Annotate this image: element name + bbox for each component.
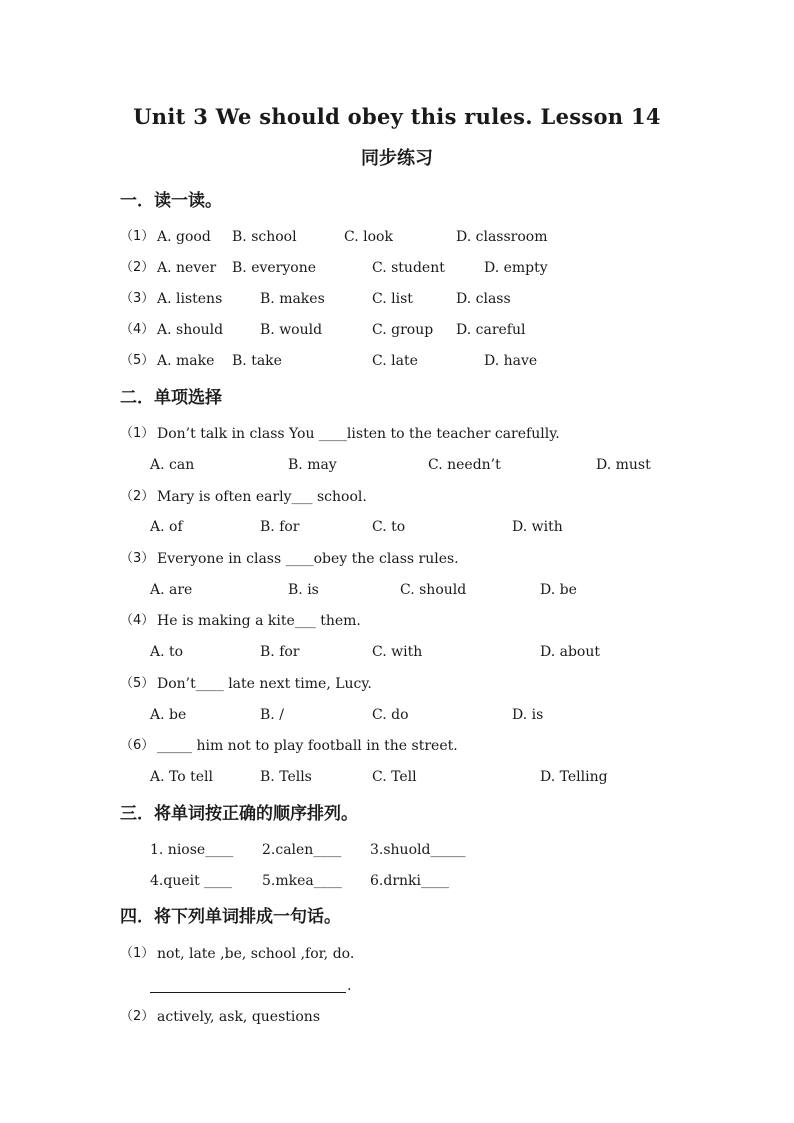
question-text: Don’t____ late next time, Lucy. <box>157 676 372 692</box>
section-1-item <box>0 350 794 372</box>
page-title: Unit 3 We should obey this rules. Lesson 14 <box>133 104 661 129</box>
scrambled-word: 5.mkea____ <box>262 873 342 889</box>
question-number: （1） <box>120 946 155 961</box>
question-text: Don’t talk in class You ____listen to the teacher carefully. <box>157 426 560 442</box>
option-a: A. of <box>150 519 183 535</box>
question-options <box>0 516 794 538</box>
option-d: D. be <box>540 582 577 598</box>
option-a: A. good <box>157 229 211 245</box>
section-1-item <box>0 226 794 248</box>
option-b: B. for <box>260 519 300 535</box>
scrambled-word: 4.queit ____ <box>150 873 233 889</box>
option-a: A. should <box>157 322 224 338</box>
question-options <box>0 454 794 476</box>
section-3-heading: 三．将单词按正确的顺序排列。 <box>120 804 358 824</box>
option-a: A. listens <box>157 291 223 307</box>
option-c: C. student <box>372 260 445 276</box>
option-d: D. Telling <box>540 769 608 785</box>
section-1-heading: 一．读一读。 <box>120 191 222 211</box>
question-stem <box>0 735 794 757</box>
section-4-heading: 四．将下列单词排成一句话。 <box>120 907 341 927</box>
option-b: B. makes <box>260 291 325 307</box>
option-d: D. class <box>456 291 511 307</box>
option-a: A. are <box>150 582 193 598</box>
option-c: C. group <box>372 322 434 338</box>
question-options <box>0 641 794 663</box>
question-number: （6） <box>120 738 155 753</box>
option-d: D. about <box>540 644 601 660</box>
question-options <box>0 579 794 601</box>
question-text: actively, ask, questions <box>157 1009 321 1025</box>
question-stem <box>0 1006 794 1028</box>
item-number: （1） <box>120 229 155 244</box>
section-2-heading: 二．单项选择 <box>120 388 222 408</box>
question-stem <box>0 548 794 570</box>
option-b: B. school <box>232 229 297 245</box>
answer-period: . <box>347 978 352 994</box>
option-d: D. is <box>512 707 544 723</box>
question-number: （4） <box>120 613 155 628</box>
question-stem <box>0 423 794 445</box>
option-c: C. with <box>372 644 423 660</box>
option-a: A. To tell <box>150 769 214 785</box>
option-c: C. list <box>372 291 413 307</box>
section-1-item <box>0 319 794 341</box>
question-text: He is making a kite___ them. <box>157 613 361 629</box>
item-number: （2） <box>120 260 155 275</box>
question-text: _____ him not to play football in the street. <box>157 738 458 754</box>
question-number: （2） <box>120 489 155 504</box>
question-number: （1） <box>120 426 155 441</box>
question-stem <box>0 943 794 965</box>
option-b: B. would <box>260 322 323 338</box>
option-c: C. needn’t <box>428 457 501 473</box>
option-d: D. empty <box>484 260 548 276</box>
option-b: B. Tells <box>260 769 312 785</box>
option-d: D. have <box>484 353 538 369</box>
item-number: （5） <box>120 353 155 368</box>
option-c: C. Tell <box>372 769 417 785</box>
option-c: C. look <box>344 229 393 245</box>
page-subtitle: 同步练习 <box>361 148 433 169</box>
answer-blank-line[interactable] <box>150 974 346 993</box>
option-d: D. must <box>596 457 651 473</box>
word-row <box>0 870 794 892</box>
option-a: A. can <box>150 457 195 473</box>
option-c: C. late <box>372 353 418 369</box>
scrambled-word: 3.shuold_____ <box>370 842 466 858</box>
question-stem <box>0 610 794 632</box>
scrambled-word: 6.drnki____ <box>370 873 449 889</box>
option-c: C. should <box>400 582 467 598</box>
option-d: D. classroom <box>456 229 548 245</box>
option-c: C. to <box>372 519 406 535</box>
question-number: （3） <box>120 551 155 566</box>
option-d: D. careful <box>456 322 526 338</box>
option-a: A. never <box>157 260 217 276</box>
word-row <box>0 839 794 861</box>
item-number: （3） <box>120 291 155 306</box>
question-text: not, late ,be, school ,for, do. <box>157 946 355 962</box>
option-b: B. is <box>288 582 319 598</box>
option-b: B. for <box>260 644 300 660</box>
question-number: （5） <box>120 676 155 691</box>
option-b: B. take <box>232 353 282 369</box>
option-d: D. with <box>512 519 563 535</box>
option-b: B. may <box>288 457 337 473</box>
question-number: （2） <box>120 1009 155 1024</box>
item-number: （4） <box>120 322 155 337</box>
question-stem <box>0 486 794 508</box>
question-options <box>0 766 794 788</box>
option-c: C. do <box>372 707 409 723</box>
option-a: A. be <box>150 707 187 723</box>
question-text: Mary is often early___ school. <box>157 489 367 505</box>
scrambled-word: 1. niose____ <box>150 842 234 858</box>
option-a: A. make <box>157 353 215 369</box>
option-b: B. everyone <box>232 260 316 276</box>
question-text: Everyone in class ____obey the class rules. <box>157 551 459 567</box>
option-b: B. / <box>260 707 284 723</box>
section-1-item <box>0 288 794 310</box>
question-options <box>0 704 794 726</box>
section-1-item <box>0 257 794 279</box>
scrambled-word: 2.calen____ <box>262 842 342 858</box>
question-stem <box>0 673 794 695</box>
option-a: A. to <box>150 644 184 660</box>
